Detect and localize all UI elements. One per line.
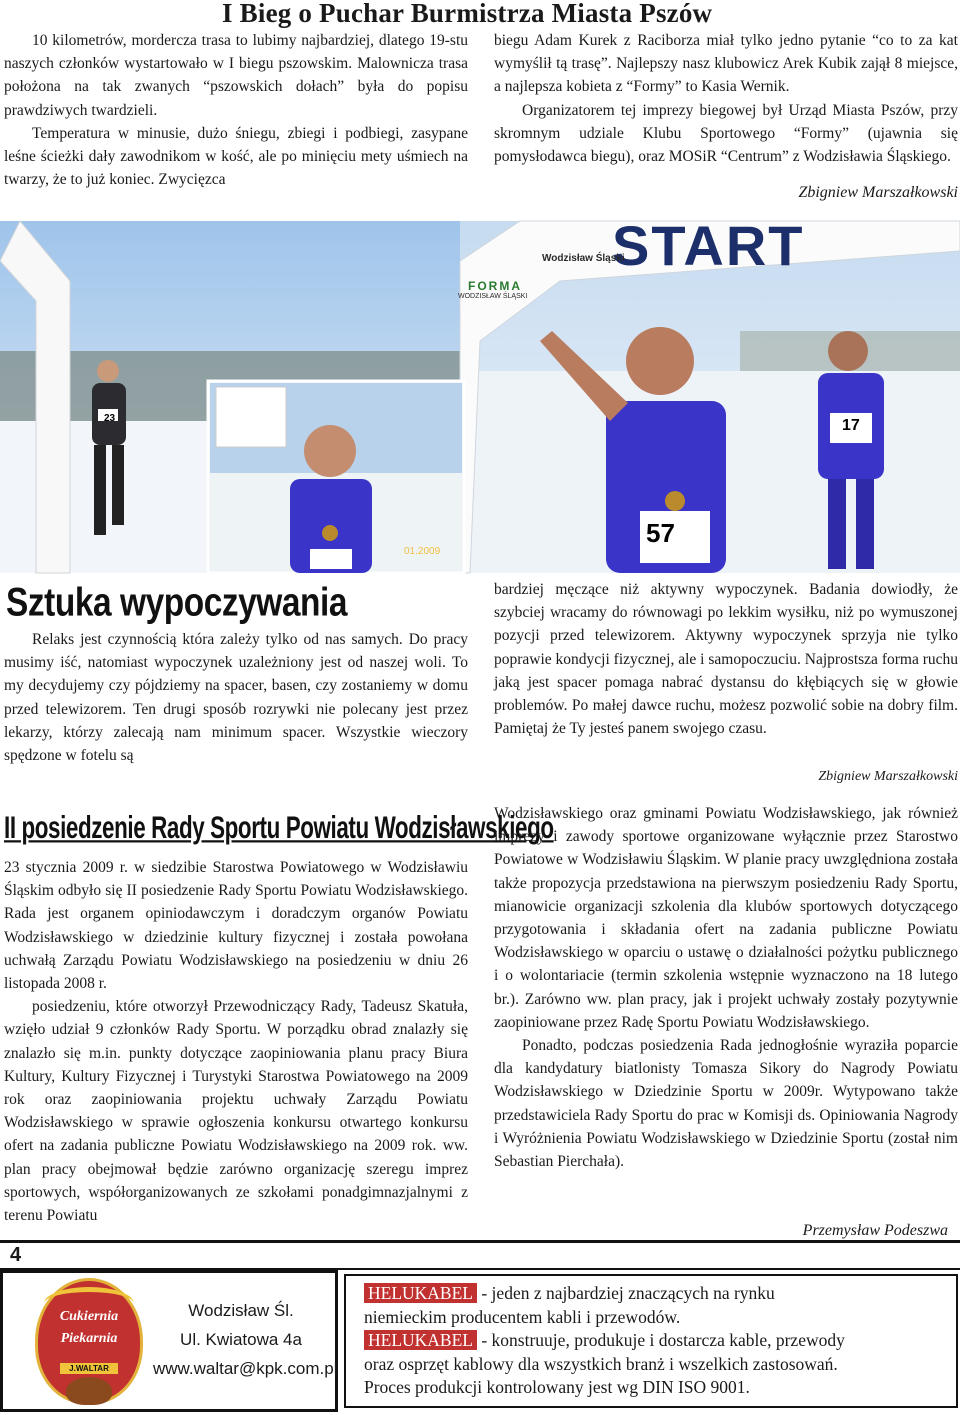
helukabel-line-5: Proces produkcji kontrolowany jest wg DIN ISO 9001. bbox=[364, 1377, 750, 1397]
article3-left-paragraph-2: posiedzeniu, które otworzył Przewodniczący Rady, Tadeusz Skatuła, wzięło udział 9 członków Rady Sportu. W porządku obrad znalazły się znalazło się m.in. punkty dotyczące zaopiniowania planu pracy Biura Kultury, Kultury Fizycznej i Turystyki Starostwa Powiatowego na 2009 rok oraz zaopiniowania projektu uchwały Zarządu Powiatu Wodzisławskiego w sprawie ogłoszenia konkursu otwartego konkursu ofert na zadania publiczne Powiatu Wodzisławskiego na 2009 rok. ww. plan pracy obejmował będzie zarówno organizację szeregu imprez sportowych, współorganizowanych ze szkołami ponadgimnazjalnymi z terenu Powiatu bbox=[4, 998, 468, 1225]
article3-right-column bbox=[494, 802, 958, 1173]
bib-57: 57 bbox=[646, 518, 675, 548]
helukabel-line-1 bbox=[364, 1282, 952, 1306]
helukabel-line-3-text: - konstruuje, produkuje i dostarcza kable, przewody bbox=[476, 1330, 845, 1350]
article1-author: Zbigniew Marszałkowski bbox=[798, 184, 958, 201]
waltar-logo-bread bbox=[66, 1377, 112, 1405]
article1-right-paragraph-1: biegu Adam Kurek z Raciborza miał tylko jedno pytanie “co to za kat wymyślił tą trasę”. Najlepszy nasz klubowicz Arek Kubik zajął 8 miejsce, a najlepsza kobieta z “Formy” to Kasia Wernik. bbox=[494, 32, 958, 96]
waltar-logo-brand: J.WALTAR bbox=[60, 1363, 118, 1374]
waltar-logo-line2: Piekarnia bbox=[60, 1331, 118, 1346]
photo-collage bbox=[0, 214, 960, 573]
banner-brand-text: Wodzisław Śląski bbox=[542, 253, 625, 264]
article3-title-wrap bbox=[4, 810, 554, 850]
article1-right-column bbox=[494, 29, 958, 168]
bib-17: 17 bbox=[842, 417, 860, 434]
article3-left-column bbox=[4, 856, 468, 1227]
article1-left-paragraph-2: Temperatura w minusie, dużo śniegu, zbiegi i podbiegi, zasypane leśne ścieżki dały zawodnikom w kość, ale po minięciu mety uśmiech na twarzy, że to już koniec. Zwycięzca bbox=[4, 124, 468, 189]
waltar-city: Wodzisław Śl. bbox=[188, 1301, 294, 1320]
article3-right-paragraph-1: Wodzisławskiego oraz gminami Powiatu Wodzisławskiego, jak również imprezy i zawody sportowe organizowane wyłącznie przez Starostwo Powiatowe w Wodzisławiu Śląskim. W planie pracy uwzględniona została także propozycja przedstawiona na pierwszym posiedzeniu Rady Sportu, mianowicie organizacji szkolenia dla klubów sportowych dotyczącego przygotowania i składania ofert na zadania publiczne Powiatu Wodzisławskiego w oparciu o ustawę o działalności pożytku publicznego i o wolontariacie (termin szkolenia wstępnie wyznaczono na 18 lutego br.). Zarówno ww. plan pracy, jak i projekt uchwały zostały pozytywnie zaopiniowane przez Radę Sportu Powiatu Wodzisławskiego. bbox=[494, 805, 958, 1031]
article3-right-paragraph-2: Ponadto, podczas posiedzenia Rada jednogłośnie wyraziła poparcie dla kandydatury biatlonisty Tomasza Sikory do Nagrody Powiatu Wodzisławskiego w Dziedzinie Sportu w 2009r. Wytypowano także przedstawiciela Rady Sportu do prac w Komisji ds. Opiniowania Nagrody i Wyróżnienia Powiatu Wodzisławskiego w Dziedzinie Sportu (został nim Sebastian Pierchała). bbox=[494, 1037, 958, 1171]
article3-author: Przemysław Podeszwa bbox=[802, 1222, 948, 1239]
article2-title: Sztuka wypoczywania bbox=[6, 581, 348, 626]
waltar-web-link[interactable]: www.waltar@kpk.com.pl bbox=[153, 1359, 338, 1378]
helukabel-line-4: oraz osprzęt kablowy dla wszystkich branż i wszelkich zastosowań. bbox=[364, 1353, 838, 1374]
forma-logo-text: FORMA bbox=[468, 279, 522, 293]
helukabel-ad-inner bbox=[364, 1282, 952, 1400]
article2-right-column bbox=[494, 578, 958, 740]
article2-right-paragraph: bardziej męczące niż aktywny wypoczynek. Badania dowiodły, że szybciej wracamy do równowagi po lekkim wysiłku, niż po wymuszonej pozycji przed telewizorem. Aktywny wypoczynek sprzyja nie tylko poprawie kondycji fizycznej, ale i samopoczuciu. Najprostsza forma ruchu jaką jest spacer pomaga nabrać dystansu do kłębiących się w głowie problemów. Po małej dawce ruchu, możesz pozwolić sobie na dobry film. Pamiętaj że Ty jesteś panem swojego czasu. bbox=[494, 581, 958, 738]
article2-author: Zbigniew Marszałkowski bbox=[818, 769, 958, 784]
article1-title: I Bieg o Puchar Burmistrza Miasta Pszów bbox=[222, 0, 713, 28]
waltar-ad bbox=[0, 1270, 338, 1412]
bib-left: 23 bbox=[104, 413, 116, 424]
helukabel-line-1-text: - jeden z najbardziej znaczących na rynku bbox=[476, 1283, 775, 1303]
inset-banner bbox=[216, 387, 286, 447]
helukabel-line-3 bbox=[364, 1329, 952, 1353]
article1-left-paragraph-1: 10 kilometrów, mordercza trasa to lubimy najbardziej, dlatego 19-stu naszych członków wystartowało w I biegu pszowskim. Malownicza trasa położona na tak zwanych “pszowskich dołach” była do popisu prawdziwych twardzieli. bbox=[4, 32, 468, 119]
helukabel-brand-2: HELUKABEL bbox=[364, 1330, 477, 1350]
article3-left-paragraph-1: 23 stycznia 2009 r. w siedzibie Starostwa Powiatowego w Wodzisławiu Śląskim odbyło się II posiedzenie Rady Sportu Powiatu Wodzisławskiego. Rada jest organem opiniodawczym i doradczym organów Powiatu Wodzisławskiego w dziedzinie kultury fizycznej i została powołana uchwałą Zarządu Powiatu Wodzisławskiego na posiedzeniu w dniu 26 listopada 2008 r. bbox=[4, 859, 468, 993]
photo-collage-drawing bbox=[0, 221, 960, 573]
waltar-logo bbox=[35, 1278, 143, 1404]
article1-left-column bbox=[4, 29, 468, 191]
helukabel-brand-1: HELUKABEL bbox=[364, 1283, 477, 1303]
banner-start-text: START bbox=[612, 214, 805, 277]
footer-rule-top bbox=[0, 1240, 960, 1243]
article1-right-paragraph-2: Organizatorem tej imprezy biegowej był Urząd Miasta Pszów, przy skromnym udziale Klubu Sportowego “Formy” (ujawnia się pomysłodawca biegu), oraz MOSiR “Centrum” z Wodzisławia Śląskiego. bbox=[494, 101, 958, 166]
forma-logo-subtext: WODZISŁAW ŚLĄSKI bbox=[458, 293, 528, 300]
article2-title-wrap bbox=[6, 581, 466, 625]
article2-left-paragraph: Relaks jest czynnością która zależy tylko od nas samych. Do pracy musimy iść, natomiast wypoczynek uzależniony jest od naszej woli. To my decydujemy czy pójdziemy na spacer, basen, czy zostaniemy w domu przed telewizorem. Ten drugi sposób rozrywki nie polecany jest przez lekarzy, którzy zalecają nam minimum spacer. Wszystkie wieczory spędzone w fotelu są bbox=[4, 631, 468, 765]
helukabel-ad bbox=[344, 1274, 958, 1408]
waltar-logo-line1: Cukiernia bbox=[59, 1309, 119, 1324]
article3-title: II posiedzenie Rady Sportu Powiatu Wodzisławskiego bbox=[4, 810, 554, 845]
article2-left-column bbox=[4, 628, 468, 767]
page-number: 4 bbox=[10, 1244, 22, 1266]
waltar-street: Ul. Kwiatowa 4a bbox=[180, 1330, 302, 1349]
helukabel-line-2: niemieckim producentem kabli i przewodów. bbox=[364, 1306, 681, 1327]
photo-date-stamp: 01.2009 bbox=[404, 546, 441, 557]
